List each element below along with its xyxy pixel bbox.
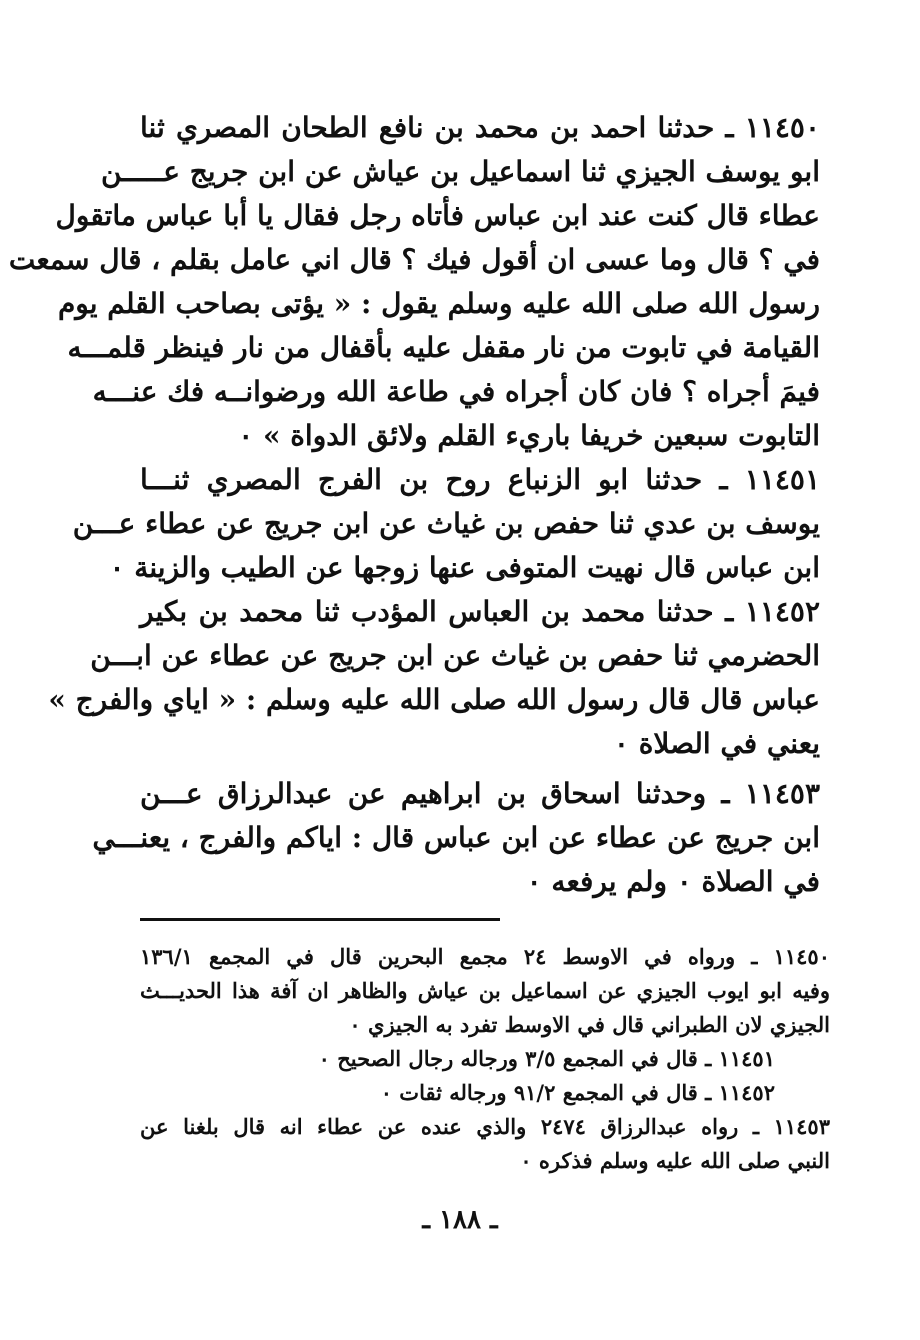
footnote-line: الجيزي لان الطبراني قال في الاوسط تفرد به الجيزي ٠: [349, 1012, 830, 1037]
hadith-11450-line: ابو يوسف الجيزي ثنا اسماعيل بن عياش عن ابن جريج عـــــن: [100, 155, 820, 188]
hadith-11450-line: القيامة في تابوت من نار مقفل عليه بأقفال من نار فينظر قلمـــه: [67, 331, 820, 364]
page-number: ـ ١٨٨ ـ: [422, 1205, 498, 1235]
footnote-line: وفيه ابو ايوب الجيزي عن اسماعيل بن عياش والظاهر ان آفة هذا الحديـــث: [140, 978, 830, 1003]
hadith-11450-line: رسول الله صلى الله عليه وسلم يقول : « يؤتى بصاحب القلم يوم: [57, 287, 820, 320]
hadith-11451-line: ابن عباس قال نهيت المتوفى عنها زوجها عن الطيب والزينة ٠: [109, 551, 820, 584]
hadith-11452-line: الحضرمي ثنا حفص بن غياث عن ابن جريج عن عطاء عن ابـــن: [90, 639, 820, 672]
hadith-11450-line: في ؟ قال وما عسى ان أقول فيك ؟ قال اني عامل بقلم ، قال سمعت: [8, 243, 820, 276]
footnote-line: ١١٤٥٣ ـ رواه عبدالرزاق ٢٤٧٤ والذي عنده عن عطاء انه قال بلغنا عن: [140, 1114, 830, 1139]
hadith-11453-line: ١١٤٥٣ ـ وحدثنا اسحاق بن ابراهيم عن عبدالرزاق عـــن: [140, 777, 820, 810]
hadith-11450-line: عطاء قال كنت عند ابن عباس فأتاه رجل فقال يا أبا عباس ماتقول: [55, 199, 820, 232]
hadith-11453-line: في الصلاة ٠ ولم يرفعه ٠: [526, 865, 820, 898]
hadith-11450-line: فيمَ أجراه ؟ فان كان أجراه في طاعة الله ورضوانــه فك عنـــه: [92, 375, 820, 408]
footnote-line: ١١٤٥١ ـ قال في المجمع ٣/٥ ورجاله رجال الصحيح ٠: [318, 1046, 775, 1071]
hadith-11450-line: التابوت سبعين خريفا باريء القلم ولائق الدواة » ٠: [238, 419, 820, 452]
hadith-11453-line: ابن جريج عن عطاء عن ابن عباس قال : اياكم والفرج ، يعنـــي: [92, 821, 820, 854]
footnote-line: ١١٤٥٠ ـ ورواه في الاوسط ٢٤ مجمع البحرين قال في المجمع ١٣٦/١: [140, 944, 830, 969]
footnote-line: ١١٤٥٢ ـ قال في المجمع ٩١/٢ ورجاله ثقات ٠: [380, 1080, 775, 1105]
footnote-separator: [140, 918, 500, 921]
hadith-11452-line: ١١٤٥٢ ـ حدثنا محمد بن العباس المؤدب ثنا محمد بن بكير: [140, 595, 820, 628]
hadith-11452-line: عباس قال قال رسول الله صلى الله عليه وسلم : « اياي والفرج »: [48, 683, 820, 716]
main-text: [8, 106, 820, 904]
hadith-11452-line: يعني في الصلاة ٠: [613, 727, 820, 760]
footnotes: [140, 940, 830, 1178]
footnote-line: النبي صلى الله عليه وسلم فذكره ٠: [520, 1148, 830, 1173]
hadith-11451-line: ١١٤٥١ ـ حدثنا ابو الزنباع روح بن الفرج المصري ثنـــا: [140, 463, 820, 496]
hadith-11450-line: ١١٤٥٠ ـ حدثنا احمد بن محمد بن نافع الطحان المصري ثنا: [140, 111, 820, 144]
hadith-11451-line: يوسف بن عدي ثنا حفص بن غياث عن ابن جريج عن عطاء عـــن: [72, 507, 820, 540]
